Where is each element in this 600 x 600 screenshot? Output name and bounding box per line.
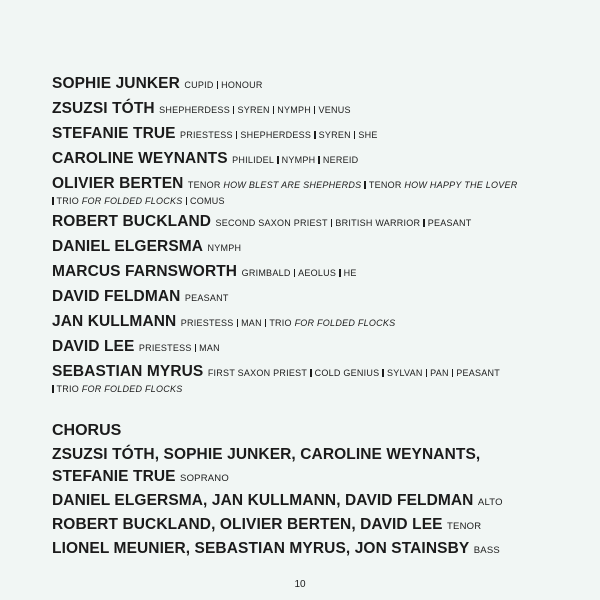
role: SHEPHERDESS <box>159 105 230 115</box>
role: SHE <box>358 130 378 140</box>
role: NYMPH <box>207 243 242 253</box>
role: MAN <box>241 318 262 328</box>
voice-label: BASS <box>473 545 500 556</box>
role: PEASANT <box>184 293 229 303</box>
singer-name: DAVID LEE <box>52 338 135 355</box>
cast-entry <box>52 262 572 287</box>
separator <box>426 369 428 377</box>
role-list <box>139 343 220 353</box>
role: NYMPH <box>281 155 316 165</box>
page-number: 10 <box>294 579 306 590</box>
role: VENUS <box>318 105 351 115</box>
voice-label: SOPRANO <box>180 473 229 484</box>
role: TRIO <box>56 384 82 394</box>
role: HONOUR <box>221 80 263 90</box>
role: PRIESTESS <box>138 343 192 353</box>
role: FIRST SAXON PRIEST <box>207 368 308 378</box>
role-title: FOR FOLDED FLOCKS <box>81 196 183 206</box>
singer-name: ROBERT BUCKLAND <box>52 213 212 230</box>
separator <box>294 269 296 277</box>
cast-entry <box>52 362 572 400</box>
role: TRIO <box>269 318 295 328</box>
role: TENOR <box>368 180 405 190</box>
role: PHILIDEL <box>232 155 275 165</box>
cast-entry <box>52 174 572 212</box>
separator <box>186 197 188 205</box>
separator <box>314 106 316 114</box>
singer-name: SOPHIE JUNKER <box>52 75 180 92</box>
role-title: FOR FOLDED FLOCKS <box>81 384 183 394</box>
tenor-names: ROBERT BUCKLAND, OLIVIER BERTEN, DAVID LEE <box>52 516 443 533</box>
separator <box>273 106 275 114</box>
role: SYREN <box>318 130 351 140</box>
soprano-names: ZSUZSI TÓTH, SOPHIE JUNKER, CAROLINE WEYNANTS, <box>52 446 481 463</box>
singer-name: DAVID FELDMAN <box>52 288 181 305</box>
role: PEASANT <box>427 218 472 228</box>
soprano-names-cont: STEFANIE TRUE <box>52 468 176 485</box>
cast-entry <box>52 287 572 312</box>
separator <box>310 369 312 377</box>
separator <box>339 269 341 277</box>
role-list <box>184 80 262 90</box>
role: COMUS <box>190 196 225 206</box>
cast-entry <box>52 99 572 124</box>
role: BRITISH WARRIOR <box>335 218 421 228</box>
cast-list <box>52 74 572 562</box>
role: HE <box>343 268 357 278</box>
role-list <box>232 155 358 165</box>
role: CUPID <box>184 80 214 90</box>
role: NYMPH <box>277 105 311 115</box>
role: PAN <box>430 368 449 378</box>
singer-name: ZSUZSI TÓTH <box>52 100 155 117</box>
singer-name: DANIEL ELGERSMA <box>52 238 204 255</box>
cast-entry <box>52 337 572 362</box>
separator <box>52 197 54 205</box>
role-list <box>216 218 472 228</box>
role: GRIMBALD <box>241 268 291 278</box>
chorus-tenor <box>52 514 572 538</box>
singer-name: SEBASTIAN MYRUS <box>52 363 204 380</box>
role: MAN <box>199 343 220 353</box>
role: PRIESTESS <box>180 130 233 140</box>
voice-label: TENOR <box>447 521 482 532</box>
cast-entry <box>52 74 572 99</box>
chorus-heading: CHORUS <box>52 422 122 439</box>
cast-entry <box>52 149 572 174</box>
separator <box>314 131 316 139</box>
separator <box>423 219 425 227</box>
separator <box>318 156 320 164</box>
separator <box>236 131 238 139</box>
cast-entry <box>52 124 572 149</box>
role-list <box>159 105 351 115</box>
chorus-alto <box>52 490 572 514</box>
role-list <box>181 318 396 328</box>
role-continuation <box>52 383 572 396</box>
role: TENOR <box>187 180 224 190</box>
role: COLD GENIUS <box>314 368 380 378</box>
separator <box>217 81 219 89</box>
bass-names: LIONEL MEUNIER, SEBASTIAN MYRUS, JON STAINSBY <box>52 540 470 557</box>
role: SYREN <box>237 105 270 115</box>
singer-name: CAROLINE WEYNANTS <box>52 150 228 167</box>
singer-name: STEFANIE TRUE <box>52 125 176 142</box>
singer-name: OLIVIER BERTEN <box>52 175 184 192</box>
alto-names: DANIEL ELGERSMA, JAN KULLMANN, DAVID FELDMAN <box>52 492 474 509</box>
role-list <box>180 130 378 140</box>
cast-entry <box>52 312 572 337</box>
cast-entry <box>52 212 572 237</box>
voice-label: ALTO <box>477 497 503 508</box>
role: SYLVAN <box>386 368 423 378</box>
chorus-bass <box>52 538 572 562</box>
separator <box>265 319 267 327</box>
role-title: HOW BLEST ARE SHEPHERDS <box>223 180 362 190</box>
role: NEREID <box>322 155 359 165</box>
role: SECOND SAXON PRIEST <box>215 218 328 228</box>
separator <box>277 156 279 164</box>
role-title: FOR FOLDED FLOCKS <box>294 318 396 328</box>
role: AEOLUS <box>298 268 337 278</box>
separator <box>382 369 384 377</box>
role: PEASANT <box>456 368 500 378</box>
separator <box>452 369 454 377</box>
role-title: HOW HAPPY THE LOVER <box>404 180 518 190</box>
separator <box>195 344 197 352</box>
role: PRIESTESS <box>180 318 234 328</box>
role: SHEPHERDESS <box>240 130 312 140</box>
separator <box>233 106 235 114</box>
separator <box>52 385 54 393</box>
chorus-soprano <box>52 444 572 490</box>
separator <box>364 181 366 189</box>
singer-name: MARCUS FARNSWORTH <box>52 263 238 280</box>
role: TRIO <box>56 196 82 206</box>
role-list <box>185 293 229 303</box>
cast-entry <box>52 237 572 262</box>
role-continuation <box>52 195 572 208</box>
separator <box>354 131 356 139</box>
role-list <box>242 268 357 278</box>
separator <box>331 219 333 227</box>
singer-name: JAN KULLMANN <box>52 313 177 330</box>
role-list <box>208 243 242 253</box>
separator <box>237 319 239 327</box>
